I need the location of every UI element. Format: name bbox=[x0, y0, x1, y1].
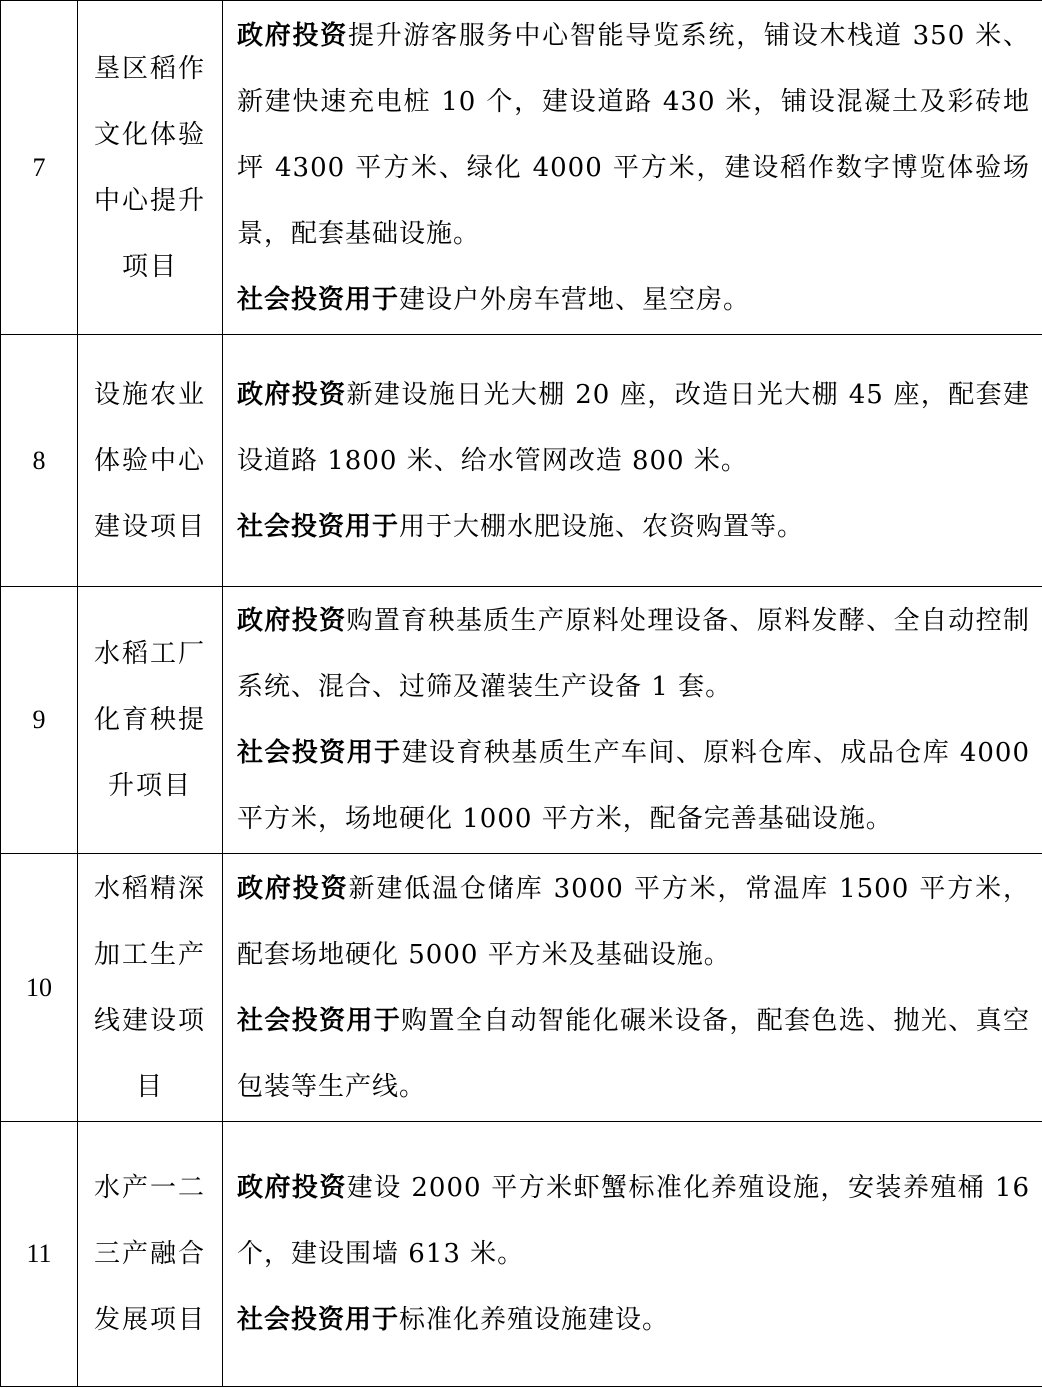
government-investment bbox=[237, 1155, 1030, 1287]
social-investment-text: 购置全自动智能化碾米设备，配套色选、抛光、真空包装等生产线。 bbox=[237, 1005, 1030, 1102]
social-investment-label: 社会投资用于 bbox=[237, 738, 402, 768]
government-investment bbox=[237, 588, 1030, 720]
government-investment-label: 政府投资 bbox=[237, 1173, 347, 1203]
row-number: 7 bbox=[1, 1, 78, 335]
social-investment bbox=[237, 1287, 1030, 1353]
project-name-cell bbox=[78, 587, 223, 854]
social-investment-label: 社会投资用于 bbox=[237, 284, 400, 315]
project-name-cell bbox=[78, 335, 223, 587]
project-name: 水产一二三产融合发展项目 bbox=[93, 1173, 206, 1335]
social-investment bbox=[237, 988, 1030, 1120]
table-row bbox=[1, 335, 1042, 587]
project-name-cell bbox=[78, 1, 223, 335]
project-description bbox=[223, 854, 1042, 1122]
government-investment bbox=[237, 856, 1030, 988]
project-name: 水稻精深加工生产线建设项目 bbox=[93, 873, 206, 1102]
social-investment-label: 社会投资用于 bbox=[237, 1005, 402, 1036]
government-investment-text: 提升游客服务中心智能导览系统，铺设木栈道 350 米、新建快速充电桩 10 个，建设道路 430 米，铺设混凝土及彩砖地坪 4300 平方米、绿化 4000 平方米，建设稻作数字博览体验场景，配套基础设施。 bbox=[237, 20, 1030, 249]
government-investment-text: 建设 2000 平方米虾蟹标准化养殖设施，安装养殖桶 16 个，建设围墙 613 米。 bbox=[237, 1173, 1030, 1269]
project-name-cell bbox=[78, 1122, 223, 1387]
social-investment bbox=[237, 494, 1030, 560]
project-description bbox=[223, 1122, 1042, 1387]
social-investment bbox=[237, 267, 1030, 333]
government-investment-label: 政府投资 bbox=[237, 379, 347, 410]
row-number: 11 bbox=[1, 1122, 78, 1387]
row-number: 9 bbox=[1, 587, 78, 854]
government-investment-label: 政府投资 bbox=[237, 20, 348, 51]
project-name: 水稻工厂化育秧提升项目 bbox=[93, 639, 206, 801]
government-investment-text: 新建低温仓储库 3000 平方米，常温库 1500 平方米，配套场地硬化 5000 平方米及基础设施。 bbox=[237, 873, 1030, 970]
government-investment bbox=[237, 362, 1030, 494]
project-description bbox=[223, 587, 1042, 854]
project-name: 垦区稻作文化体验中心提升项目 bbox=[93, 53, 206, 282]
social-investment-label: 社会投资用于 bbox=[237, 511, 400, 542]
table-row bbox=[1, 1122, 1042, 1387]
government-investment-text: 新建设施日光大棚 20 座，改造日光大棚 45 座，配套建设道路 1800 米、给水管网改造 800 米。 bbox=[237, 379, 1030, 476]
social-investment bbox=[237, 720, 1030, 852]
project-name: 设施农业体验中心建设项目 bbox=[93, 379, 206, 542]
government-investment-label: 政府投资 bbox=[237, 873, 349, 904]
social-investment-label: 社会投资用于 bbox=[237, 1305, 400, 1335]
row-number: 10 bbox=[1, 854, 78, 1122]
project-name-cell bbox=[78, 854, 223, 1122]
government-investment-label: 政府投资 bbox=[237, 606, 347, 636]
table-row bbox=[1, 587, 1042, 854]
social-investment-text: 用于大棚水肥设施、农资购置等。 bbox=[399, 511, 805, 542]
row-number: 8 bbox=[1, 335, 78, 587]
social-investment-text: 标准化养殖设施建设。 bbox=[399, 1305, 670, 1335]
table-row bbox=[1, 854, 1042, 1122]
social-investment-text: 建设育秧基质生产车间、原料仓库、成品仓库 4000 平方米，场地硬化 1000 平方米，配备完善基础设施。 bbox=[237, 738, 1030, 834]
project-description bbox=[223, 335, 1042, 587]
social-investment-text: 建设户外房车营地、星空房。 bbox=[399, 284, 751, 315]
government-investment bbox=[237, 3, 1030, 267]
project-description bbox=[223, 1, 1042, 335]
table-row bbox=[1, 1, 1042, 335]
government-investment-text: 购置育秧基质生产原料处理设备、原料发酵、全自动控制系统、混合、过筛及灌装生产设备 1 套。 bbox=[237, 606, 1030, 702]
